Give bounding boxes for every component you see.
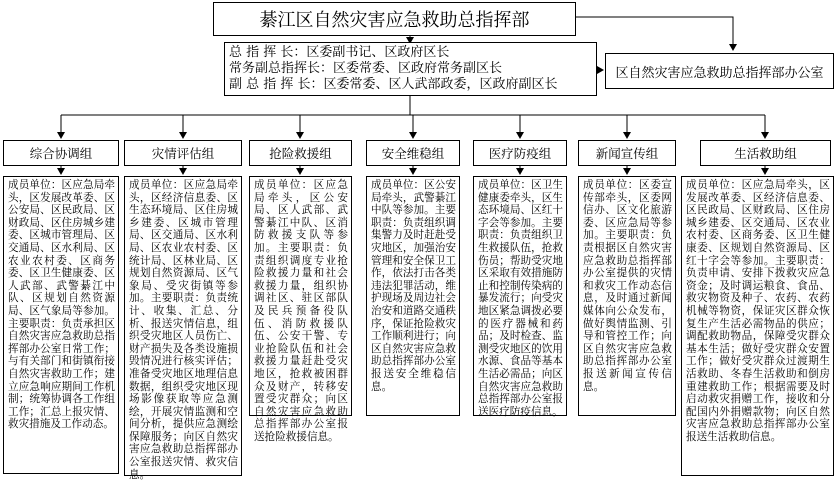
group-name: 生活救助组: [734, 146, 797, 161]
group-name: 灾情评估组: [151, 146, 215, 161]
headquarters-title: 綦江区自然灾害应急救助总指挥部: [259, 10, 530, 31]
headquarters-title-box: [213, 2, 576, 36]
detail-duties: 主要职责：负责统计、收集、汇总、分析、报送灾情信息，组织受灾地区人员伤亡、财产损失及各类设施损毁情况进行核实评估；准备受灾地区地理信息数据，组织受灾地区现场影像获取等应急测绘，开展灾情监测和空间分析，提供应急测绘保障服务；向区自然灾害应急救助总指挥部办公室报送灾情、救灾信息。: [129, 292, 239, 481]
detail-coordination: [3, 176, 119, 474]
connector-title-to-office: [576, 17, 733, 50]
detail-members: 成员单位：区委宣传部牵头，区委网信办、区文化旅游委、区应急局等参加。: [583, 179, 672, 242]
group-coordination: [3, 140, 119, 166]
group-medical: [473, 140, 567, 166]
detail-rescue: [249, 176, 352, 443]
detail-duties: 主要职责：负责申请、安排下拨救灾应急资金；及时调运粮食、食品、救灾物资及种子、农药、农药机械等物资，保证灾区群众恢复生产生活必需物品的供应；调配救助物品，保障受灾群众基本生活；做好受灾群众安置工作；做好受灾群众过渡期生活救助、冬春生活救助和倒房重建救助工作；根据需要及时启动救灾捐赠工作，接收和分配国内外捐赠款物；向区自然灾害应急救助总指挥部办公室报送生活救助信息。: [686, 254, 830, 443]
group-rescue: [249, 140, 352, 166]
group-disaster-assessment: [124, 140, 242, 166]
detail-medical: [473, 176, 567, 416]
leader-executive-deputy: 常务副总指挥长：区委常委、区政府常务副区长: [229, 61, 503, 76]
office-box: [605, 53, 834, 89]
group-name: 新闻宣传组: [595, 146, 659, 161]
group-livelihood-relief: [700, 140, 831, 166]
detail-duties: 主要职责：负责根据区自然灾害应急救助总指挥部办公室提供的灾情和救灾工作动态信息，及时通过新闻媒体向公众发布，做好舆情监测、引导和管控工作；向区自然灾害应急救助总指挥部办公室报送新闻宣传信息。: [583, 229, 673, 393]
detail-publicity: [578, 176, 676, 416]
detail-members: 成员单位：区卫生健康委牵头，区生态环境局、区红十字会等参加。: [478, 179, 563, 229]
detail-duties: 主要职责：负责组织调度专业抢险救援力量和社会救援力量，组织协调社区、驻区部队及民兵预备役队伍、消防救援队伍、公安干警、专业抢险队伍和社会救援力量赶赴受灾地区，抢救被困群众及财产，转移安置受灾群众；向区自然灾害应急救助总指挥部办公室报送抢险救援信息。: [254, 241, 349, 443]
detail-disaster-assessment: [124, 176, 242, 481]
group-name: 抢险救援组: [269, 146, 332, 161]
group-name: 医疗防疫组: [488, 146, 552, 161]
group-name: 安全维稳组: [381, 146, 445, 161]
detail-security: [366, 176, 460, 416]
office-label: 区自然灾害应急救助总指挥部办公室: [615, 65, 824, 81]
group-security: [366, 140, 460, 166]
leader-commander: 总 指 挥 长：区委副书记、区政府区长: [229, 45, 450, 60]
detail-duties: 主要职责：负责承担区自然灾害应急救助总指挥部办公室日常工作；与有关部门和街镇衔接自然灾害救助工作；建立应急响应期间工作机制；统筹协调各工作组工作；汇总上报灾情、救灾措施及工作动态。: [8, 317, 115, 431]
detail-members: 成员单位：区应急局牵头，区发展改革委、区公安局、区民政局、区财政局、区住房城乡建委、区城市管理局、区交通局、区水利局、区农业农村委、区商务委、区卫生健康委、区人武部、武警綦江中队、区规划自然资源局、区气象局等参加。: [8, 179, 115, 317]
leadership-box: [224, 42, 597, 96]
group-name: 综合协调组: [29, 146, 93, 161]
detail-livelihood-relief: [681, 176, 834, 476]
detail-duties: 主要职责：负责组织卫生救援队伍，抢救伤员；帮助受灾地区采取有效措施防止和控制传染病的暴发流行；向受灾地区紧急调拨必要的医疗器械和药品；及时检查、监测受灾地区的饮用水源、食品等基本生活必需品；向区自然灾害应急救助总指挥部办公室报送医疗防疫信息。: [478, 216, 564, 418]
group-publicity: [578, 140, 676, 166]
detail-members: 成员单位：区应急局牵头，区发展改革委、区经济信息委、区民政局、区财政局、区住房城乡建委、区交通局、区农业农村委、区商务委、区卫生健康委、区规划自然资源局、区红十字会等参加。: [686, 179, 830, 267]
detail-members: 成员单位：区应急局牵头，区经济信息委、区生态环境局、区住房城乡建委、区城市管理局、区交通局、区水利局、区农业农村委、区统计局、区林业局、区规划自然资源局、区气象局、受灾街镇等参加。: [129, 179, 238, 305]
leader-deputies: 副 总 指 挥 长：区委常委、区人武部政委，区政府副区长: [229, 77, 558, 92]
detail-duties: 主要职责：负责组织调集警力及时赶赴受灾地区，加强治安管理和安全保卫工作，依法打击各类违法犯罪活动，维护现场及周边社会治安和道路交通秩序，保证抢险救灾工作顺利进行；向区自然灾害应急救助总指挥部办公室报送安全维稳信息。: [371, 204, 457, 393]
detail-members: 成员单位：区公安局牵头，武警綦江中队等参加。: [371, 179, 456, 217]
detail-members: 成员单位：区应急局牵头，区公安局、区人武部、武警綦江中队、区消防救援支队等参加。: [254, 179, 348, 254]
